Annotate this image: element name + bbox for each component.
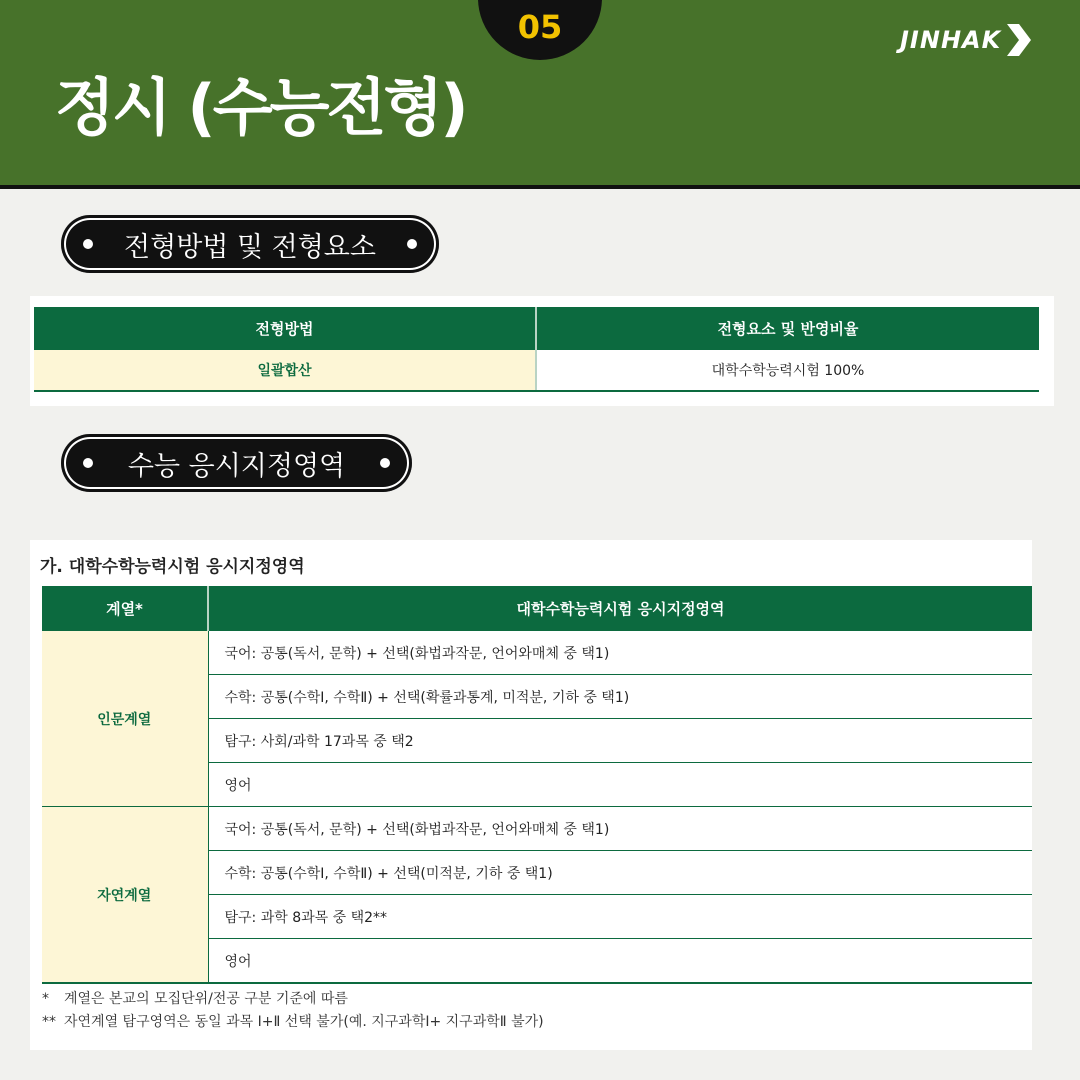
element-cell: 대학수학능력시험 100% xyxy=(536,350,1039,391)
table-header-row xyxy=(34,307,1039,350)
table-header-row xyxy=(42,586,1032,631)
column-header: 전형방법 xyxy=(34,307,536,350)
section-heading-text: 수능 응시지정영역 xyxy=(127,450,346,482)
area-cell: 탐구: 사회/과학 17과목 중 택2 xyxy=(208,719,1032,763)
csat-areas-table xyxy=(42,586,1032,984)
area-cell: 국어: 공통(독서, 문학) + 선택(화법과작문, 언어와매체 중 택1) xyxy=(208,631,1032,675)
section-heading-text: 전형방법 및 전형요소 xyxy=(124,231,376,263)
bullet-dot-icon xyxy=(407,239,417,249)
page-title: 정시 (수능전형) xyxy=(55,71,466,144)
bullet-dot-icon xyxy=(83,239,93,249)
area-cell: 수학: 공통(수학Ⅰ, 수학Ⅱ) + 선택(확률과통계, 미적분, 기하 중 택1) xyxy=(208,675,1032,719)
method-table-card xyxy=(30,296,1054,406)
table-subtitle: 가. 대학수학능력시험 응시지정영역 xyxy=(40,557,305,577)
footnote xyxy=(42,988,544,1011)
bullet-dot-icon xyxy=(380,458,390,468)
footnote-text: 계열은 본교의 모집단위/전공 구분 기준에 따름 xyxy=(64,991,348,1007)
area-cell: 영어 xyxy=(208,763,1032,807)
csat-areas-card xyxy=(30,540,1032,1050)
group-cell: 자연계열 xyxy=(42,807,208,984)
table-row xyxy=(42,631,1032,675)
table-row xyxy=(34,350,1039,391)
column-header: 계열* xyxy=(42,586,208,631)
bullet-dot-icon xyxy=(83,458,93,468)
brand-logo-text: JINHAK xyxy=(900,26,1002,54)
footnotes xyxy=(42,988,544,1034)
chevron-right-icon xyxy=(1003,20,1033,60)
area-cell: 수학: 공통(수학Ⅰ, 수학Ⅱ) + 선택(미적분, 기하 중 택1) xyxy=(208,851,1032,895)
section-heading-method xyxy=(61,215,439,273)
column-header: 전형요소 및 반영비율 xyxy=(536,307,1039,350)
method-cell: 일괄합산 xyxy=(34,350,536,391)
area-cell: 영어 xyxy=(208,939,1032,984)
area-cell: 국어: 공통(독서, 문학) + 선택(화법과작문, 언어와매체 중 택1) xyxy=(208,807,1032,851)
column-header: 대학수학능력시험 응시지정영역 xyxy=(208,586,1032,631)
footnote xyxy=(42,1011,544,1034)
page-number-badge: 05 xyxy=(478,0,602,60)
area-cell: 탐구: 과학 8과목 중 택2** xyxy=(208,895,1032,939)
brand-logo xyxy=(900,18,1033,62)
table-row xyxy=(42,807,1032,851)
method-table xyxy=(34,307,1039,392)
header-banner xyxy=(0,0,1080,189)
footnote-mark: ** xyxy=(42,1014,56,1030)
footnote-text: 자연계열 탐구영역은 동일 과목 Ⅰ+Ⅱ 선택 불가(예. 지구과학Ⅰ+ 지구과학Ⅱ 불가) xyxy=(64,1014,544,1030)
section-heading-csat-areas xyxy=(61,434,412,492)
group-cell: 인문계열 xyxy=(42,631,208,807)
footnote-mark: * xyxy=(42,991,49,1007)
